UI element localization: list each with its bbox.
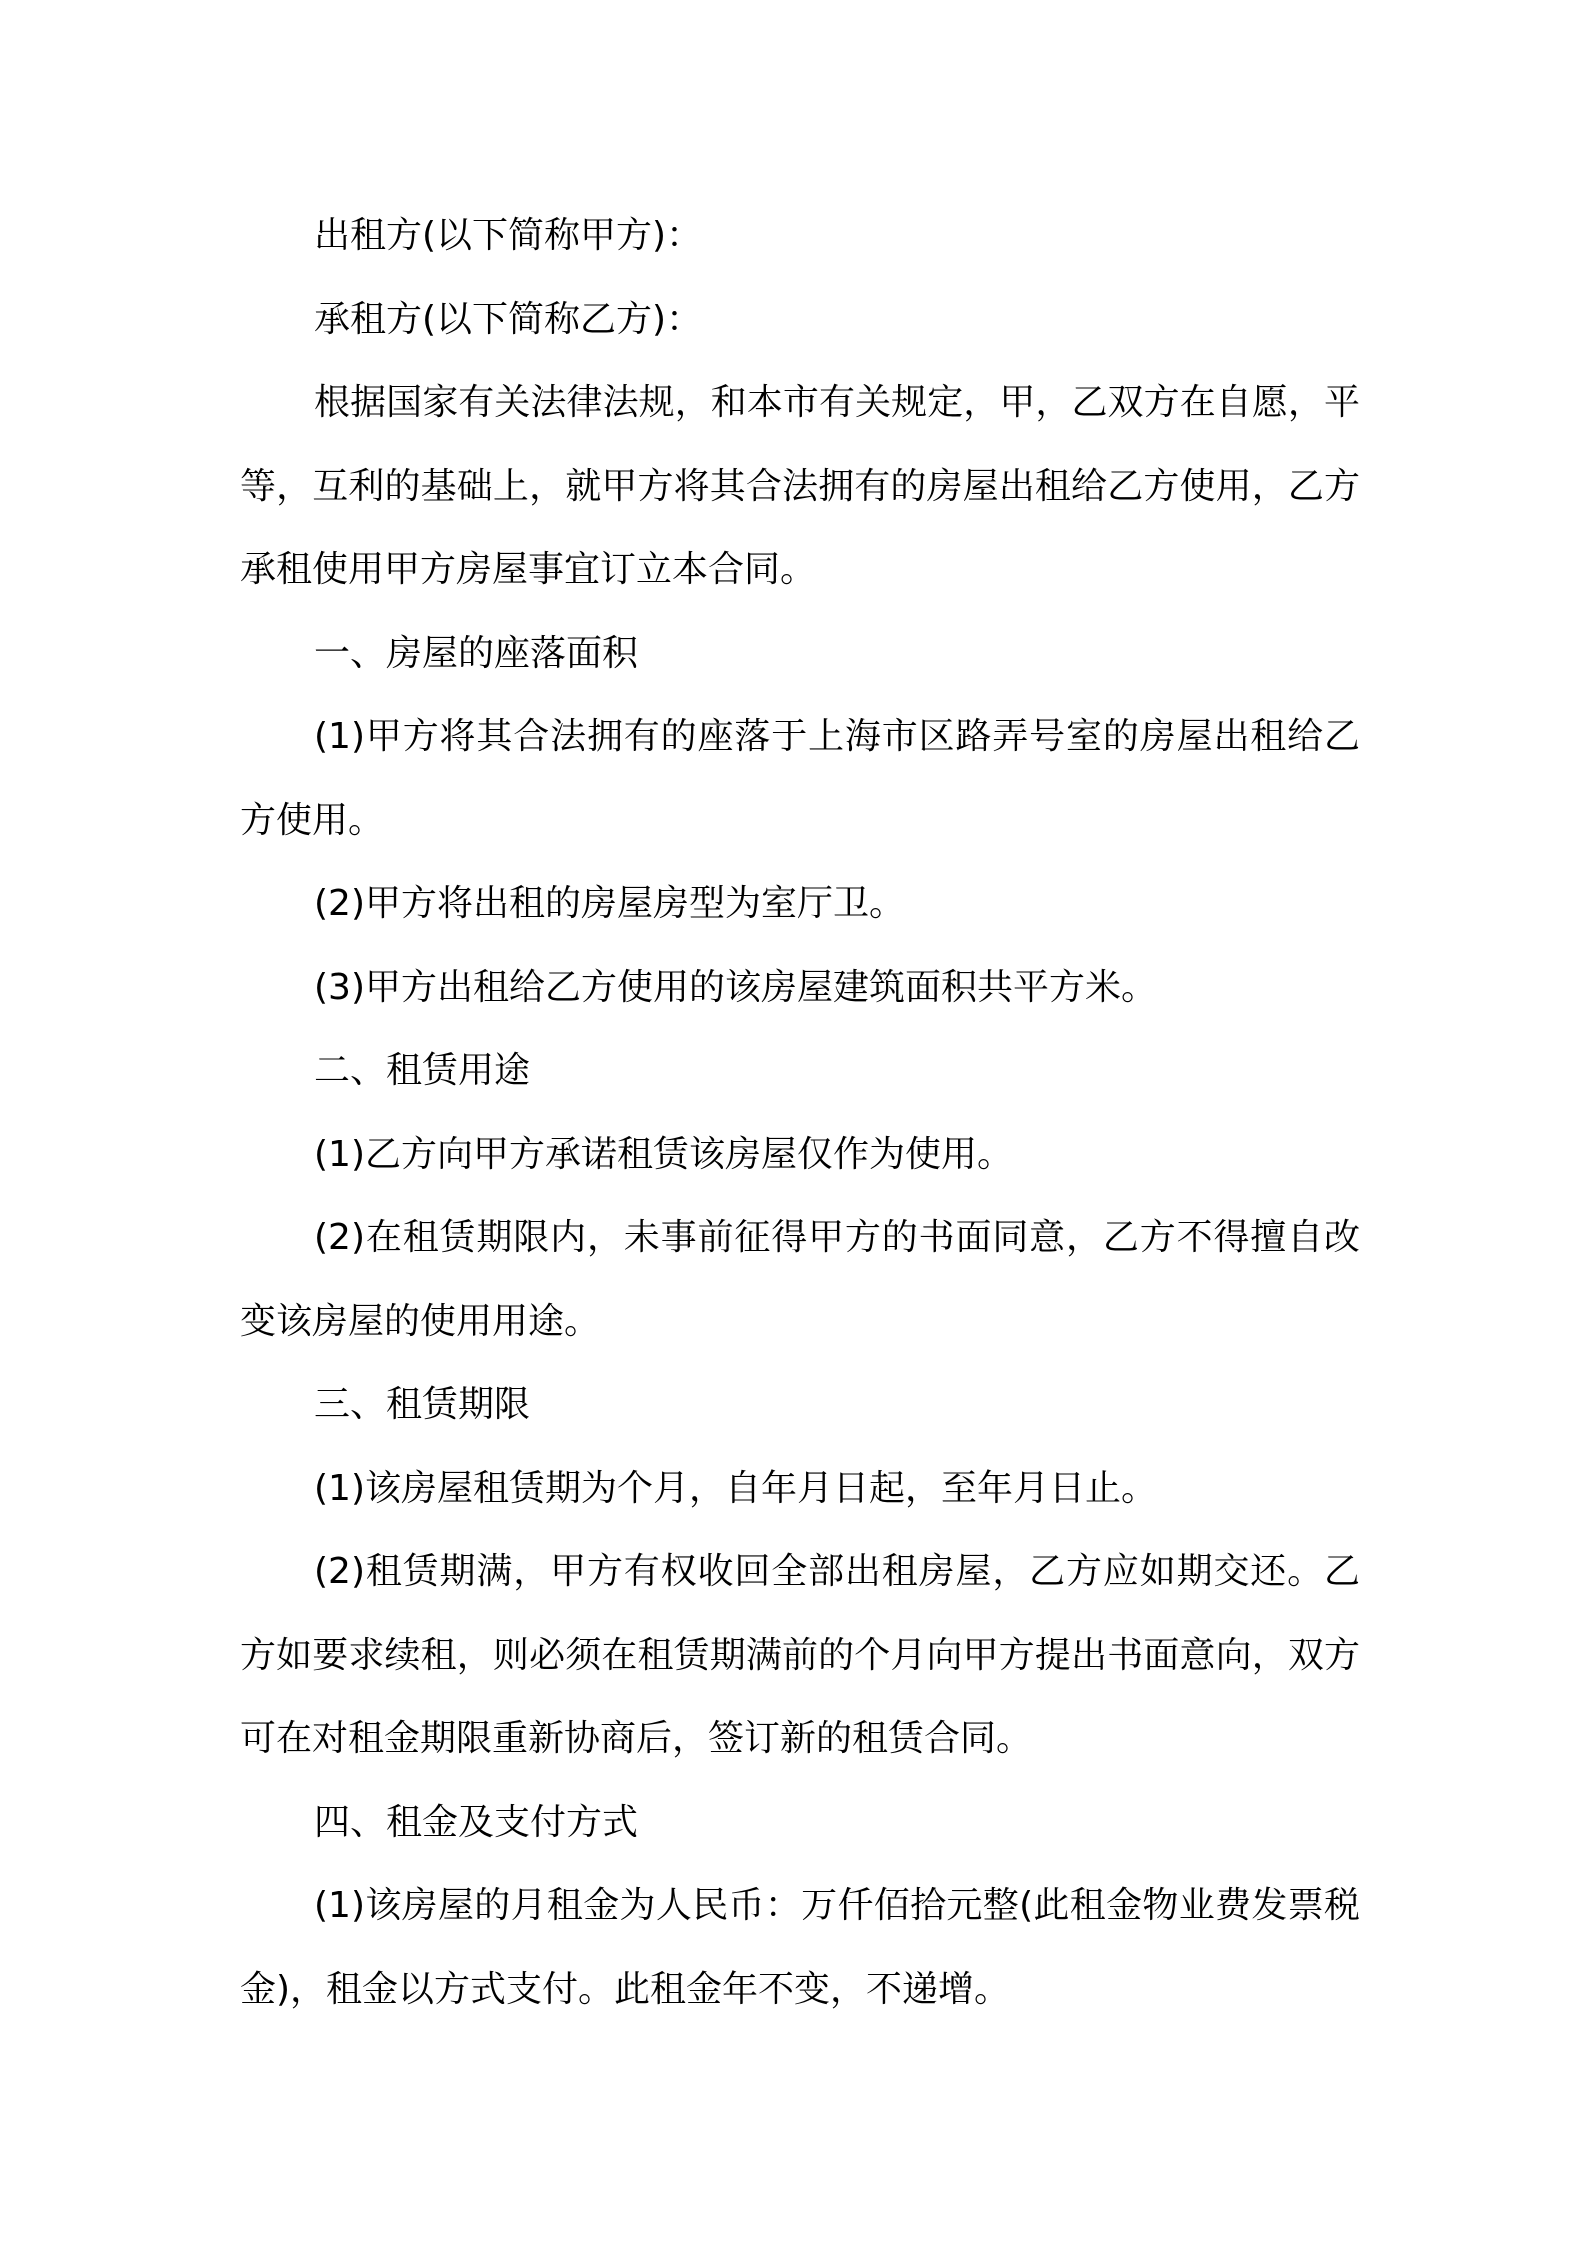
section-heading-rent-payment: 四、租金及支付方式 (314, 1801, 639, 1843)
lessor-line: 出租方(以下简称甲方)： (314, 215, 703, 256)
clause-2-2: (2)在租赁期限内，未事前征得甲方的书面同意，乙方不得擅自改变该房屋的使用用途。 (240, 1217, 1360, 1342)
section-heading-location-area: 一、房屋的座落面积 (314, 632, 639, 674)
section-heading-lease-purpose: 二、租赁用途 (314, 1050, 531, 1091)
preamble-paragraph: 根据国家有关法律法规，和本市有关规定，甲，乙双方在自愿，平等，互利的基础上，就甲方将其合法拥有的房屋出租给乙方使用，乙方承租使用甲方房屋事宜订立本合同。 (240, 382, 1360, 590)
clause-2-1: (1)乙方向甲方承诺租赁该房屋仅作为使用。 (314, 1133, 1013, 1175)
clause-1-3: (3)甲方出租给乙方使用的该房屋建筑面积共平方米。 (314, 966, 1157, 1008)
section-heading-lease-term: 三、租赁期限 (314, 1384, 531, 1425)
clause-3-1: (1)该房屋租赁期为个月，自年月日起，至年月日止。 (314, 1467, 1157, 1509)
clause-1-2: (2)甲方将出租的房屋房型为室厅卫。 (314, 883, 905, 924)
clause-3-2: (2)租赁期满，甲方有权收回全部出租房屋，乙方应如期交还。乙方如要求续租，则必须在租赁期满前的个月向甲方提出书面意向，双方可在对租金期限重新协商后，签订新的租赁合同。 (240, 1551, 1360, 1759)
clause-4-1: (1)该房屋的月租金为人民币：万仟佰拾元整(此租金物业费发票税金)，租金以方式支付。此租金年不变，不递增。 (240, 1885, 1360, 2010)
document-page (240, 194, 1360, 2031)
clause-1-1: (1)甲方将其合法拥有的座落于上海市区路弄号室的房屋出租给乙方使用。 (240, 716, 1360, 841)
lessee-line: 承租方(以下简称乙方)： (314, 298, 703, 340)
